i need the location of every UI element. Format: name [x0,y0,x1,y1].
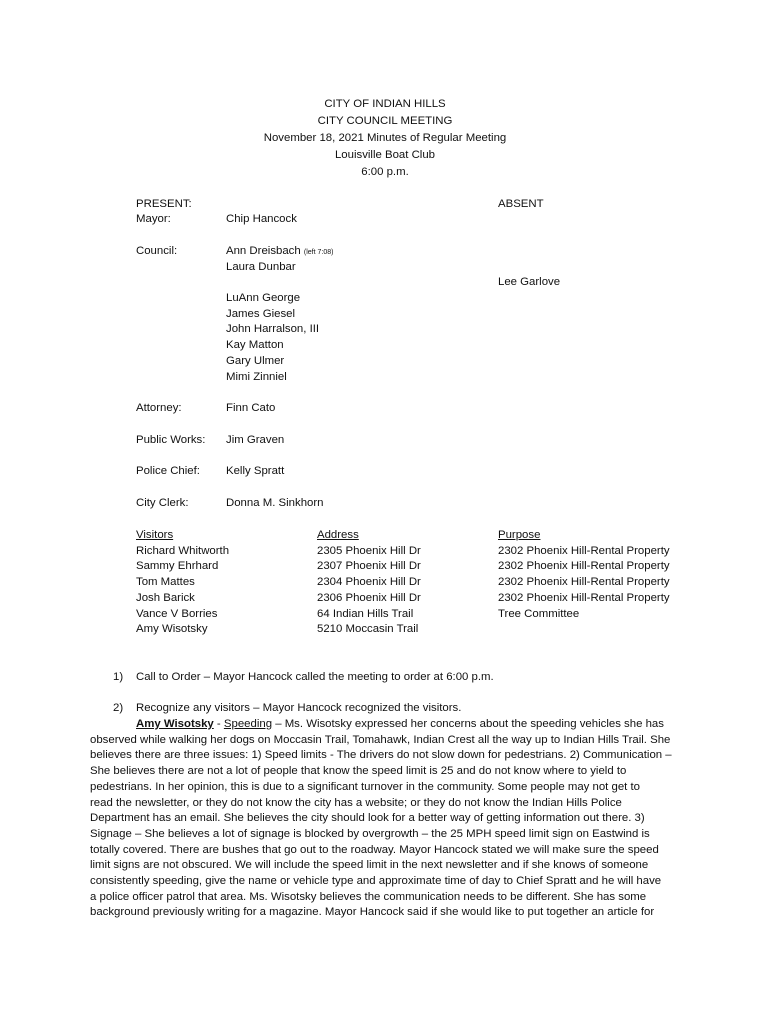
visitor-purpose: Tree Committee [498,607,580,620]
topic-name: Speeding [223,718,273,730]
item-number: 1) [113,671,124,683]
visitor-purpose: 2302 Phoenix Hill-Rental Property [498,576,670,589]
visitors-column [136,528,229,638]
police-chief-label: Police Chief: [136,465,200,477]
visitor-address: 2307 Phoenix Hill Dr [317,560,421,573]
visitor-address: 5210 Moccasin Trail [317,623,419,636]
left-time-note: (left 7:08) [303,249,334,256]
city-clerk-name: Donna M. Sinkhorn [226,497,324,509]
council-member: Mimi Zinniel [226,370,287,383]
meeting-name: CITY COUNCIL MEETING [317,115,453,127]
meeting-date-title: November 18, 2021 Minutes of Regular Meeting [263,132,507,144]
paragraph-line: Department has an email. She believes the city should look for a better way of getting information out there. 3) [90,812,645,825]
visitor-name: Amy Wisotsky [136,623,208,636]
visitor-address: 2304 Phoenix Hill Dr [317,576,421,589]
city-clerk-label: City Clerk: [136,497,189,509]
visitor-name: Tom Mattes [136,576,195,589]
call-to-order-text: Call to Order – Mayor Hancock called the meeting to order at 6:00 p.m. [136,671,494,683]
public-works-name: Jim Graven [226,434,285,446]
address-header: Address [317,529,359,541]
paragraph-line: Signage – She believes a lot of signage is blocked by overgrowth – the 25 MPH speed limit sign on Eastwind is [90,827,650,840]
speaker-name: Amy Wisotsky [136,718,214,730]
paragraph-line: totally covered. There are bushes that go out to the roadway. Mayor Hancock stated we will make sure the speed [90,843,659,856]
council-member: John Harralson, III [226,323,320,336]
police-chief-name: Kelly Spratt [226,465,285,477]
mayor-label: Mayor: [136,213,171,225]
item-number: 2) [113,702,124,714]
absent-label: ABSENT [498,198,544,210]
document-header [0,96,770,181]
paragraph-line: consistently speeding, give the name or vehicle type and approximate time of day to Chief Spratt and he will have [90,875,662,888]
paragraph-line: background previously writing for a magazine. Mayor Hancock said if she would like to put together an article for [90,906,655,919]
city-name: CITY OF INDIAN HILLS [324,98,446,110]
council-label: Council: [136,245,178,257]
paragraph-line: believes there are three issues: 1) Speed limits - The drivers do not slow down for pedestrians. 2) Communication – [90,749,672,762]
separator: - [213,718,224,730]
paragraph-line: She believes there are not a lot of people that know the speed limit is 25 and do not know where to yield to [90,765,627,778]
public-works-label: Public Works: [136,434,206,446]
visitor-address: 2306 Phoenix Hill Dr [317,591,421,604]
council-member: James Giesel [226,307,296,320]
visitor-purpose: 2302 Phoenix Hill-Rental Property [498,560,670,573]
purpose-header: Purpose [498,529,541,541]
paragraph-line: observed while walking her dogs on Moccasin Trail, Tomahawk, Indian Crest all the way up to Indian Hills Trail. She [90,733,671,746]
paragraph-line: pedestrians. In her opinion, this is due to a significant turnover in the community. Some people may not get to [90,780,641,793]
visitor-name: Richard Whitworth [136,544,230,557]
paragraph-line: a police officer patrol that area. Ms. Wisotsky believes the communication needs to be different. She has some [90,890,647,903]
visitor-purpose: 2302 Phoenix Hill-Rental Property [498,591,670,604]
council-member: Laura Dunbar [226,261,296,273]
purpose-column [498,528,670,622]
visitor-purpose: 2302 Phoenix Hill-Rental Property [498,544,670,557]
recognize-visitors-text: Recognize any visitors – Mayor Hancock recognized the visitors. [136,702,462,714]
visitors-header: Visitors [136,529,174,541]
council-member: Ann Dreisbach (left 7:08) [226,245,334,257]
visitor-name: Josh Barick [136,591,195,604]
attorney-label: Attorney: [136,402,182,414]
council-member: Gary Ulmer [226,354,285,367]
council-member: LuAnn George [226,292,301,304]
visitor-address: 64 Indian Hills Trail [317,607,414,620]
paragraph-line: limit signs are not obscured. We will include the speed limit in the next newsletter and if she knows of someone [90,859,649,872]
council-member: Kay Matton [226,339,284,352]
visitor-name: Sammy Ehrhard [136,560,219,573]
meeting-time: 6:00 p.m. [361,166,409,178]
meeting-location: Louisville Boat Club [334,149,436,161]
absent-member: Lee Garlove [498,276,561,288]
visitor-name: Vance V Borries [136,607,218,620]
visitor-comment-paragraph [90,717,690,921]
council-list [226,291,319,385]
paragraph-line: read the newsletter, or they do not know the city has a website; or they do not know the Indian Hills Police [90,796,622,809]
attorney-name: Finn Cato [226,402,276,414]
visitor-address: 2305 Phoenix Hill Dr [317,544,421,557]
present-label: PRESENT: [136,198,192,210]
address-column [317,528,421,638]
paragraph-line: – Ms. Wisotsky expressed her concerns about the speeding vehicles she has [272,718,664,730]
mayor-name: Chip Hancock [226,213,297,225]
